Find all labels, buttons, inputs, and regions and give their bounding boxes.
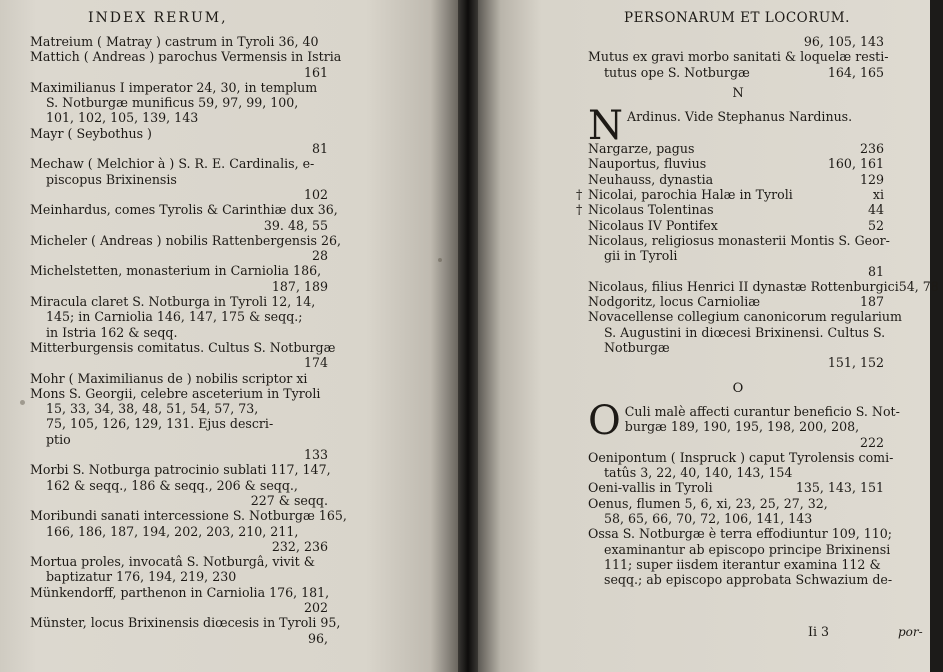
left-page <box>0 0 458 672</box>
entry-text: Ossa S. Notburgæ è terra effodiuntur 109, 110; <box>588 526 893 542</box>
index-entry <box>588 309 902 371</box>
index-entry <box>588 526 893 588</box>
entry-text: Nicolaus IV Pontifex <box>588 217 718 233</box>
entry-line <box>588 294 888 309</box>
entry-text: Nodgoritz, locus Carnioliæ <box>588 294 761 310</box>
entry-text: Münster, locus Brixinensis diœcesis in Tyroli 95, <box>30 615 341 631</box>
entry-continuation: piscopus Brixinensis <box>46 171 177 187</box>
ink-spot <box>438 258 442 262</box>
index-entry <box>576 202 888 218</box>
entry-pages: 236 <box>859 141 884 157</box>
entry-text: Mayr ( Seybothus ) <box>30 125 152 141</box>
index-entry <box>30 263 332 294</box>
entry-line <box>588 496 888 511</box>
entry-continuation: in Istria 162 & seqq. <box>46 324 178 340</box>
entry-text: Meinhardus, comes Tyrolis & Carinthiæ dux 36, <box>30 202 338 218</box>
index-entry <box>588 49 888 80</box>
dagger-mark: † <box>576 202 583 218</box>
index-entry <box>588 141 888 156</box>
entry-pages: 164, 165 <box>827 64 884 80</box>
o-section-entries <box>588 397 900 588</box>
entry-continuation: 111; super iisdem iterantur examina 112 & <box>604 556 881 572</box>
entry-text: Mechaw ( Melchior à ) S. R. E. Cardinalis, e- <box>30 156 315 172</box>
left-page-header: INDEX RERUM, <box>88 10 228 26</box>
entry-pages: 102 <box>303 186 328 202</box>
entry-line <box>588 172 888 187</box>
entry-text: Culi malè affecti curantur beneficio S. Not- <box>624 403 900 419</box>
catchword: por- <box>898 625 923 639</box>
entry-line <box>627 109 888 124</box>
entry-text: Mutus ex gravi morbo sanitati & loquelæ resti- <box>588 49 889 65</box>
index-entry <box>588 34 888 49</box>
index-entry <box>30 156 332 202</box>
entry-pages: 96, <box>307 630 328 646</box>
entry-continuation: 101, 102, 105, 139, 143 <box>46 110 199 126</box>
section-letter-o: O <box>732 380 744 396</box>
entry-pages: 81 <box>311 141 328 157</box>
entry-pages: 160, 161 <box>827 156 884 172</box>
entry-pages: 187 <box>859 294 884 310</box>
index-entry <box>588 397 900 450</box>
entry-pages: 161 <box>303 64 328 80</box>
index-entry <box>588 156 888 171</box>
drop-initial: O <box>588 397 621 444</box>
entry-pages: 174 <box>303 355 328 371</box>
entry-text: Münkendorff, parthenon in Carniolia 176, 181, <box>30 584 330 600</box>
entry-text: Miracula claret S. Notburga in Tyroli 12, 14, <box>30 294 316 310</box>
entry-text: Oenipontum ( Inspruck ) caput Tyrolensis comi- <box>588 449 894 465</box>
entry-line <box>588 218 888 233</box>
entry-pages: 133 <box>303 447 328 463</box>
entry-pages: 135, 143, 151 <box>795 480 884 496</box>
entry-pages: 232, 236 <box>271 538 328 554</box>
entry-pages: 39. 48, 55 <box>263 217 328 233</box>
index-entry <box>30 294 332 340</box>
entry-pages: 54, 78 <box>898 278 939 294</box>
entry-text: Oeni-vallis in Tyroli <box>588 480 713 496</box>
entry-continuation: 166, 186, 187, 194, 202, 203, 210, 211, <box>46 523 299 539</box>
index-entry <box>30 585 332 616</box>
entry-continuation: tutus ope S. Notburgæ 164, 165 <box>588 65 888 80</box>
entry-text: Novacellense collegium canonicorum regularium <box>588 309 902 325</box>
entry-text: Micheler ( Andreas ) nobilis Rattenbergensis 26, <box>30 232 342 248</box>
entry-pages: 222 <box>859 434 884 450</box>
entry-pages: 227 & seqq. <box>250 492 328 508</box>
index-entry <box>30 462 332 508</box>
entry-text: Michelstetten, monasterium in Carniolia 186, <box>30 263 322 279</box>
index-entry <box>588 480 888 495</box>
index-entry <box>30 386 332 462</box>
entry-continuation: Notburgæ <box>604 340 670 356</box>
entry-line <box>588 233 888 248</box>
entry-text: Ardinus. Vide Stephanus Nardinus. <box>627 109 853 125</box>
ink-spot <box>20 400 25 405</box>
index-entry <box>30 80 332 126</box>
entry-continuation: examinantur ab episcopo principe Brixinensi <box>604 541 891 557</box>
entry-line <box>588 526 893 542</box>
entry-text: Mortua proles, invocatâ S. Notburgâ, vivit & <box>30 554 315 570</box>
entry-text: Morbi S. Notburga patrocinio sublati 117, 147, <box>30 462 331 478</box>
index-entry <box>588 294 888 309</box>
index-entry <box>588 172 888 187</box>
entry-text: Nicolai, parochia Halæ in Tyroli <box>588 187 793 203</box>
entry-continuation: seqq.; ab episcopo approbata Schwazium de- <box>604 572 893 588</box>
entry-text: Mohr ( Maximilianus de ) nobilis scriptor xi <box>30 370 308 386</box>
section-letter-n: N <box>732 85 744 101</box>
entry-continuation: tatûs 3, 22, 40, 140, 143, 154 <box>604 465 793 481</box>
entry-pages: 81 <box>867 263 884 279</box>
entry-continuation: gii in Tyroli <box>604 248 678 264</box>
entry-continuation: 75, 105, 126, 129, 131. Ejus descri- <box>46 416 274 432</box>
entry-line <box>588 156 888 171</box>
index-entry <box>588 496 888 527</box>
right-page-header: PERSONARUM ET LOCORUM. <box>624 10 850 26</box>
entry-text: Nauportus, fluvius <box>588 156 707 172</box>
entry-line <box>588 278 939 294</box>
entry-text: Mitterburgensis comitatus. Cultus S. Notburgæ <box>30 339 336 355</box>
right-index-column <box>576 34 939 588</box>
index-entry <box>30 126 332 157</box>
entry-continuation: burgæ 189, 190, 195, 198, 200, 208, <box>624 419 860 435</box>
drop-initial: N <box>588 103 623 150</box>
index-entry <box>30 202 338 233</box>
entry-text: Moribundi sanati intercessione S. Notburgæ 165, <box>30 508 347 524</box>
index-entry <box>30 508 347 554</box>
entry-pages: 96, 105, 143 <box>803 34 884 49</box>
entry-line <box>588 480 888 495</box>
entry-continuation: S. Augustini in diœcesi Brixinensi. Cultus S. <box>604 324 886 340</box>
page-signature: Ii 3 <box>808 624 830 639</box>
entry-line <box>588 449 894 465</box>
dagger-mark: † <box>576 187 583 203</box>
index-entry <box>30 339 336 371</box>
entry-line <box>624 403 900 419</box>
entry-continuation: baptizatur 176, 194, 219, 230 <box>46 569 237 585</box>
entry-text: Maximilianus I imperator 24, 30, in templum <box>30 79 318 95</box>
entry-line <box>588 141 888 156</box>
index-entry <box>30 232 342 264</box>
entry-text: Neuhauss, dynastia <box>588 171 714 187</box>
index-entry <box>30 615 341 646</box>
entry-text: Nicolaus Tolentinas <box>588 202 714 218</box>
entry-text: Matreium ( Matray ) castrum in Tyroli 36, 40 <box>30 34 319 49</box>
entry-continuation: ptio <box>46 431 71 447</box>
entry-pages: 28 <box>311 248 328 264</box>
entry-line <box>588 309 902 325</box>
entry-text: Nicolaus, religiosus monasterii Montis S. Geor- <box>588 232 890 248</box>
book-gutter <box>458 0 478 672</box>
entry-pages: 129 <box>859 171 884 187</box>
entry-pages: 44 <box>867 202 884 218</box>
entry-line <box>576 202 888 218</box>
entry-continuation: S. Notburgæ munificus 59, 97, 99, 100, <box>46 95 299 111</box>
entry-continuation: 58, 65, 66, 70, 72, 106, 141, 143 <box>604 511 813 527</box>
index-entry <box>588 449 894 481</box>
entry-pages: 187, 189 <box>271 278 328 294</box>
entry-pages: xi <box>872 187 884 203</box>
index-entry <box>588 278 939 294</box>
entry-text: Oenus, flumen 5, 6, xi, 23, 25, 27, 32, <box>588 495 828 511</box>
entry-text: Nicolaus, filius Henrici II dynastæ Rottenburgici <box>588 278 899 294</box>
entry-continuation: 145; in Carniolia 146, 147, 175 & seqq.; <box>46 309 303 325</box>
entry-continuation: 162 & seqq., 186 & seqq., 206 & seqq., <box>46 477 298 493</box>
index-entry <box>30 371 332 386</box>
n-section-entries <box>576 103 939 371</box>
right-page <box>478 0 939 672</box>
index-entry <box>30 49 342 80</box>
entry-text: Mons S. Georgii, celebre asceterium in Tyroli <box>30 385 321 401</box>
entry-pages: 52 <box>867 217 884 233</box>
index-entry <box>576 187 888 203</box>
entry-text: Mattich ( Andreas ) parochus Vermensis in Istria <box>30 49 342 65</box>
left-index-column <box>30 34 347 646</box>
entry-text: Nargarze, pagus <box>588 141 695 157</box>
index-entry <box>30 554 332 585</box>
index-entry <box>30 34 332 49</box>
entry-pages: 202 <box>303 599 328 615</box>
entry-pages: 151, 152 <box>827 355 884 371</box>
entry-continuation: 15, 33, 34, 38, 48, 51, 54, 57, 73, <box>46 401 259 417</box>
index-entry <box>588 218 888 233</box>
index-entry <box>588 233 888 279</box>
entry-line <box>576 187 888 203</box>
